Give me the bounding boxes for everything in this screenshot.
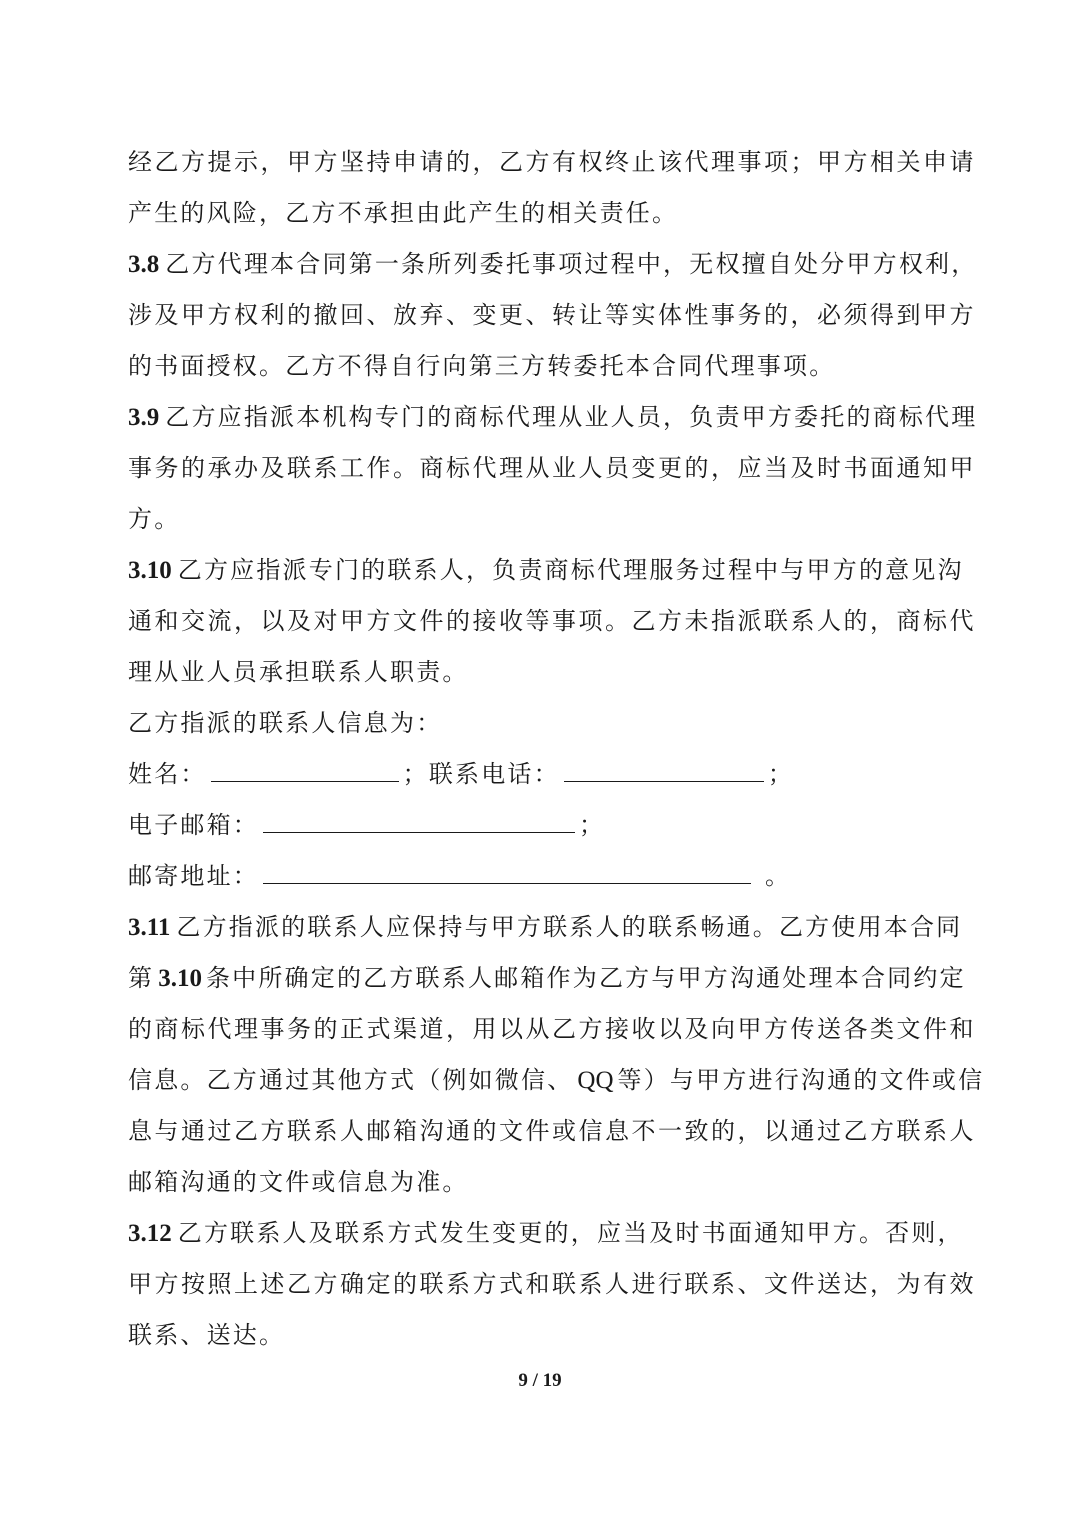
- paragraph-line: 联系、送达。: [128, 1321, 286, 1349]
- paragraph-line: [128, 953, 966, 1004]
- clause-3-11-line: [128, 902, 963, 953]
- paragraph-line: 经乙方提示，甲方坚持申请的，乙方有权终止该代理事项；甲方相关申请: [128, 148, 976, 176]
- email-label: 电子邮箱：: [128, 811, 259, 839]
- name-label: 姓名：: [128, 760, 207, 788]
- email-blank[interactable]: [263, 810, 575, 833]
- clause-text: 乙方应指派本机构专门的商标代理从业人员，负责甲方委托的商标代理: [165, 403, 978, 431]
- clause-text: 乙方应指派专门的联系人，负责商标代理服务过程中与甲方的意见沟: [177, 556, 964, 584]
- paragraph-line: 甲方按照上述乙方确定的联系方式和联系人进行联系、文件送达，为有效: [128, 1270, 976, 1298]
- text: 条中所确定的乙方联系人邮箱作为乙方与甲方沟通处理本合同约定: [205, 964, 966, 992]
- clause-text: 乙方指派的联系人应保持与甲方联系人的联系畅通。乙方使用本合同: [176, 913, 963, 941]
- contact-name-phone-row: [128, 749, 954, 800]
- contact-address-row: [128, 851, 954, 902]
- document-page: [128, 137, 985, 1361]
- address-label: 邮寄地址：: [128, 862, 259, 890]
- text: 第: [128, 964, 155, 992]
- address-blank[interactable]: [263, 861, 751, 884]
- page-number: 9 / 19: [518, 1370, 562, 1391]
- paragraph-line: 产生的风险，乙方不承担由此产生的相关责任。: [128, 199, 679, 227]
- phone-label: 联系电话：: [428, 760, 560, 788]
- paragraph-line: 通和交流，以及对甲方文件的接收等事项。乙方未指派联系人的，商标代: [128, 607, 976, 635]
- clause-3-9-line: [128, 392, 978, 443]
- paragraph-line: 息与通过乙方联系人邮箱沟通的文件或信息不一致的，以通过乙方联系人: [128, 1117, 976, 1145]
- name-blank[interactable]: [211, 759, 399, 782]
- text: 等）与甲方进行沟通的文件或信: [617, 1066, 985, 1094]
- separator: ；: [402, 760, 429, 788]
- paragraph-line: 方。: [128, 505, 181, 533]
- clause-number: 3.9: [128, 404, 160, 431]
- contact-email-row: [128, 800, 954, 851]
- separator: ；: [767, 760, 795, 788]
- paragraph-line: 涉及甲方权利的撤回、放弃、变更、转让等实体性事务的，必须得到甲方: [128, 301, 976, 329]
- paragraph-line: 的书面授权。乙方不得自行向第三方转委托本合同代理事项。: [128, 352, 836, 380]
- clause-3-12-line: [128, 1208, 964, 1259]
- clause-3-10-line: [128, 545, 964, 596]
- phone-blank[interactable]: [564, 759, 764, 782]
- contact-intro: 乙方指派的联系人信息为：: [128, 709, 443, 737]
- separator: ；: [579, 811, 606, 839]
- text: 信息。乙方通过其他方式（例如微信、: [128, 1066, 574, 1094]
- qq-text: QQ: [577, 1067, 614, 1094]
- paragraph-line: 理从业人员承担联系人职责。: [128, 658, 469, 686]
- paragraph-line: 邮箱沟通的文件或信息为准。: [128, 1168, 469, 1196]
- clause-number: 3.10: [128, 557, 172, 584]
- clause-3-8-line: [128, 239, 978, 290]
- paragraph-line: 的商标代理事务的正式渠道，用以从乙方接收以及向甲方传送各类文件和: [128, 1015, 976, 1043]
- clause-number: 3.12: [128, 1220, 172, 1247]
- end-mark: 。: [765, 862, 792, 890]
- clause-number: 3.8: [128, 251, 160, 278]
- paragraph-line: [128, 1055, 985, 1106]
- clause-text: 乙方联系人及联系方式发生变更的，应当及时书面通知甲方。否则，: [177, 1219, 964, 1247]
- paragraph-line: 事务的承办及联系工作。商标代理从业人员变更的，应当及时书面通知甲: [128, 454, 976, 482]
- clause-reference: 3.10: [158, 965, 202, 992]
- clause-number: 3.11: [128, 914, 171, 941]
- clause-text: 乙方代理本合同第一条所列委托事项过程中，无权擅自处分甲方权利，: [165, 250, 978, 278]
